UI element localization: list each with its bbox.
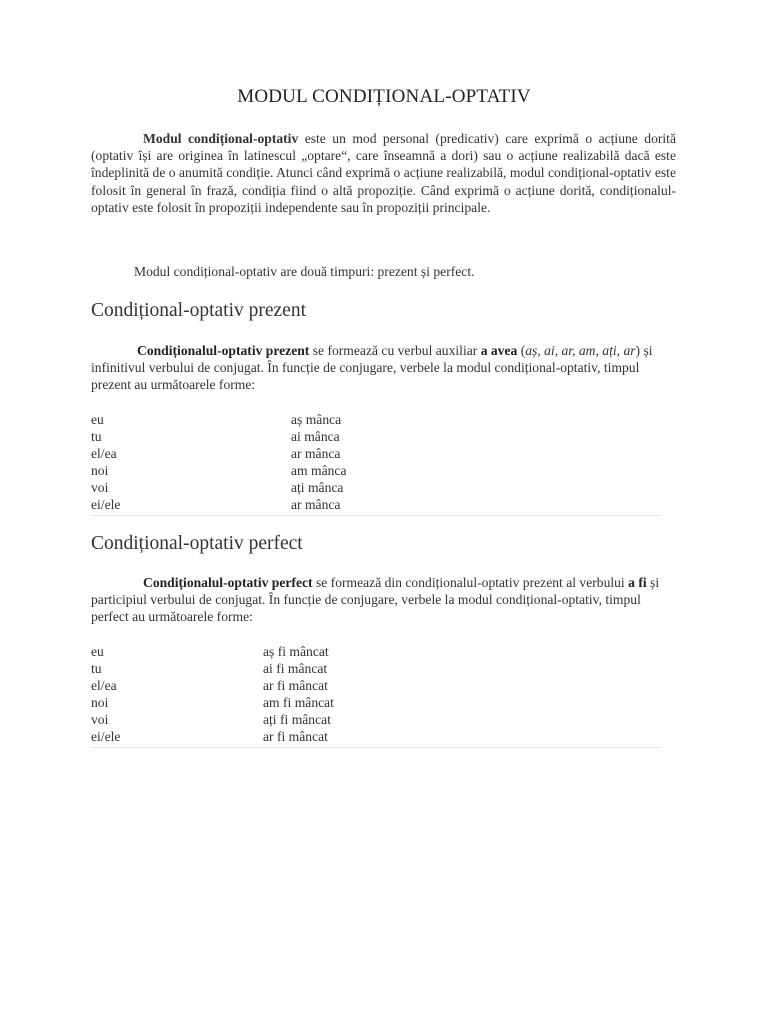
prezent-text-1: se formează cu verbul auxiliar	[309, 343, 481, 358]
intro-bold-lead: Modul condițional-optativ	[143, 131, 299, 146]
pronoun: eu	[91, 412, 104, 427]
perfect-aux-verb: a fi	[628, 575, 647, 590]
table-row	[91, 411, 660, 428]
verb-form: ați mânca	[291, 480, 344, 495]
tenses-sentence: Modul condițional-optativ are două timpuri: prezent și perfect.	[134, 264, 475, 279]
perfect-bold-term: Condiționalul-optativ perfect	[143, 575, 313, 590]
perfect-conjugation-table	[91, 643, 660, 745]
pronoun: el/ea	[91, 678, 117, 693]
prezent-bold-term: Condiționalul-optativ prezent	[137, 343, 310, 358]
divider	[91, 515, 660, 516]
verb-form: am fi mâncat	[263, 695, 334, 710]
prezent-text-2: (	[517, 343, 526, 358]
table-row	[91, 643, 660, 660]
prezent-paragraph	[91, 342, 666, 394]
verb-form: ar fi mâncat	[263, 729, 328, 744]
verb-form: ar mânca	[291, 446, 341, 461]
table-row	[91, 428, 660, 445]
intro-paragraph	[91, 130, 676, 216]
verb-form: ai fi mâncat	[263, 661, 328, 676]
pronoun: voi	[91, 712, 109, 727]
pronoun: eu	[91, 644, 104, 659]
perfect-text-1: se formează din condiționalul-optativ prezent al verbului	[312, 575, 629, 590]
pronoun: noi	[91, 463, 109, 478]
pronoun: ei/ele	[91, 729, 121, 744]
verb-form: ar mânca	[291, 497, 341, 512]
page-title: MODUL CONDIȚIONAL-OPTATIV	[237, 86, 531, 107]
heading-perfect: Condițional-optativ perfect	[91, 533, 303, 554]
verb-form: aș mânca	[291, 412, 342, 427]
table-row	[91, 728, 660, 745]
table-row	[91, 462, 660, 479]
perfect-text-2: și participiul verbului de conjugat. În funcție de conjugare, verbele la modul condițional-optativ, timpul perfect au următoarele forme:	[91, 575, 660, 625]
perfect-paragraph	[91, 574, 666, 626]
pronoun: tu	[91, 429, 102, 444]
table-row	[91, 694, 660, 711]
prezent-aux-verb: a avea	[480, 343, 518, 358]
verb-form: am mânca	[291, 463, 347, 478]
table-row	[91, 479, 660, 496]
pronoun: ei/ele	[91, 497, 121, 512]
table-row	[91, 660, 660, 677]
pronoun: noi	[91, 695, 109, 710]
verb-form: ați fi mâncat	[263, 712, 331, 727]
verb-form: ar fi mâncat	[263, 678, 328, 693]
heading-prezent: Condițional-optativ prezent	[91, 300, 306, 321]
prezent-aux-forms: aș, ai, ar, am, ați, ar	[525, 343, 636, 358]
pronoun: el/ea	[91, 446, 117, 461]
table-row	[91, 496, 660, 513]
pronoun: tu	[91, 661, 102, 676]
verb-form: ai mânca	[291, 429, 340, 444]
prezent-conjugation-table	[91, 411, 660, 513]
prezent-text-3: ) și infinitivul verbului de conjugat. În funcție de conjugare, verbele la modul condițional-optativ, timpul prezent au următoarele forme:	[91, 343, 653, 393]
intro-text: este un mod personal (predicativ) care exprimă o acțiune dorită (optativ își are originea în latinescul „optare“, care înseamnă a dori) sau o acțiune realizabilă dacă este îndeplinită de o anumită condiție. Atunci când exprimă o acțiune realizabilă, modul condițional-optativ este folosit în general în frază, condiția fiind o altă propoziție. Când exprimă o acțiune dorită, condiționalul-optativ este folosit în propoziții independente sau în propoziții principale.	[91, 131, 676, 215]
verb-form: aș fi mâncat	[263, 644, 329, 659]
table-row	[91, 445, 660, 462]
table-row	[91, 677, 660, 694]
table-row	[91, 711, 660, 728]
pronoun: voi	[91, 480, 109, 495]
divider	[91, 747, 660, 748]
